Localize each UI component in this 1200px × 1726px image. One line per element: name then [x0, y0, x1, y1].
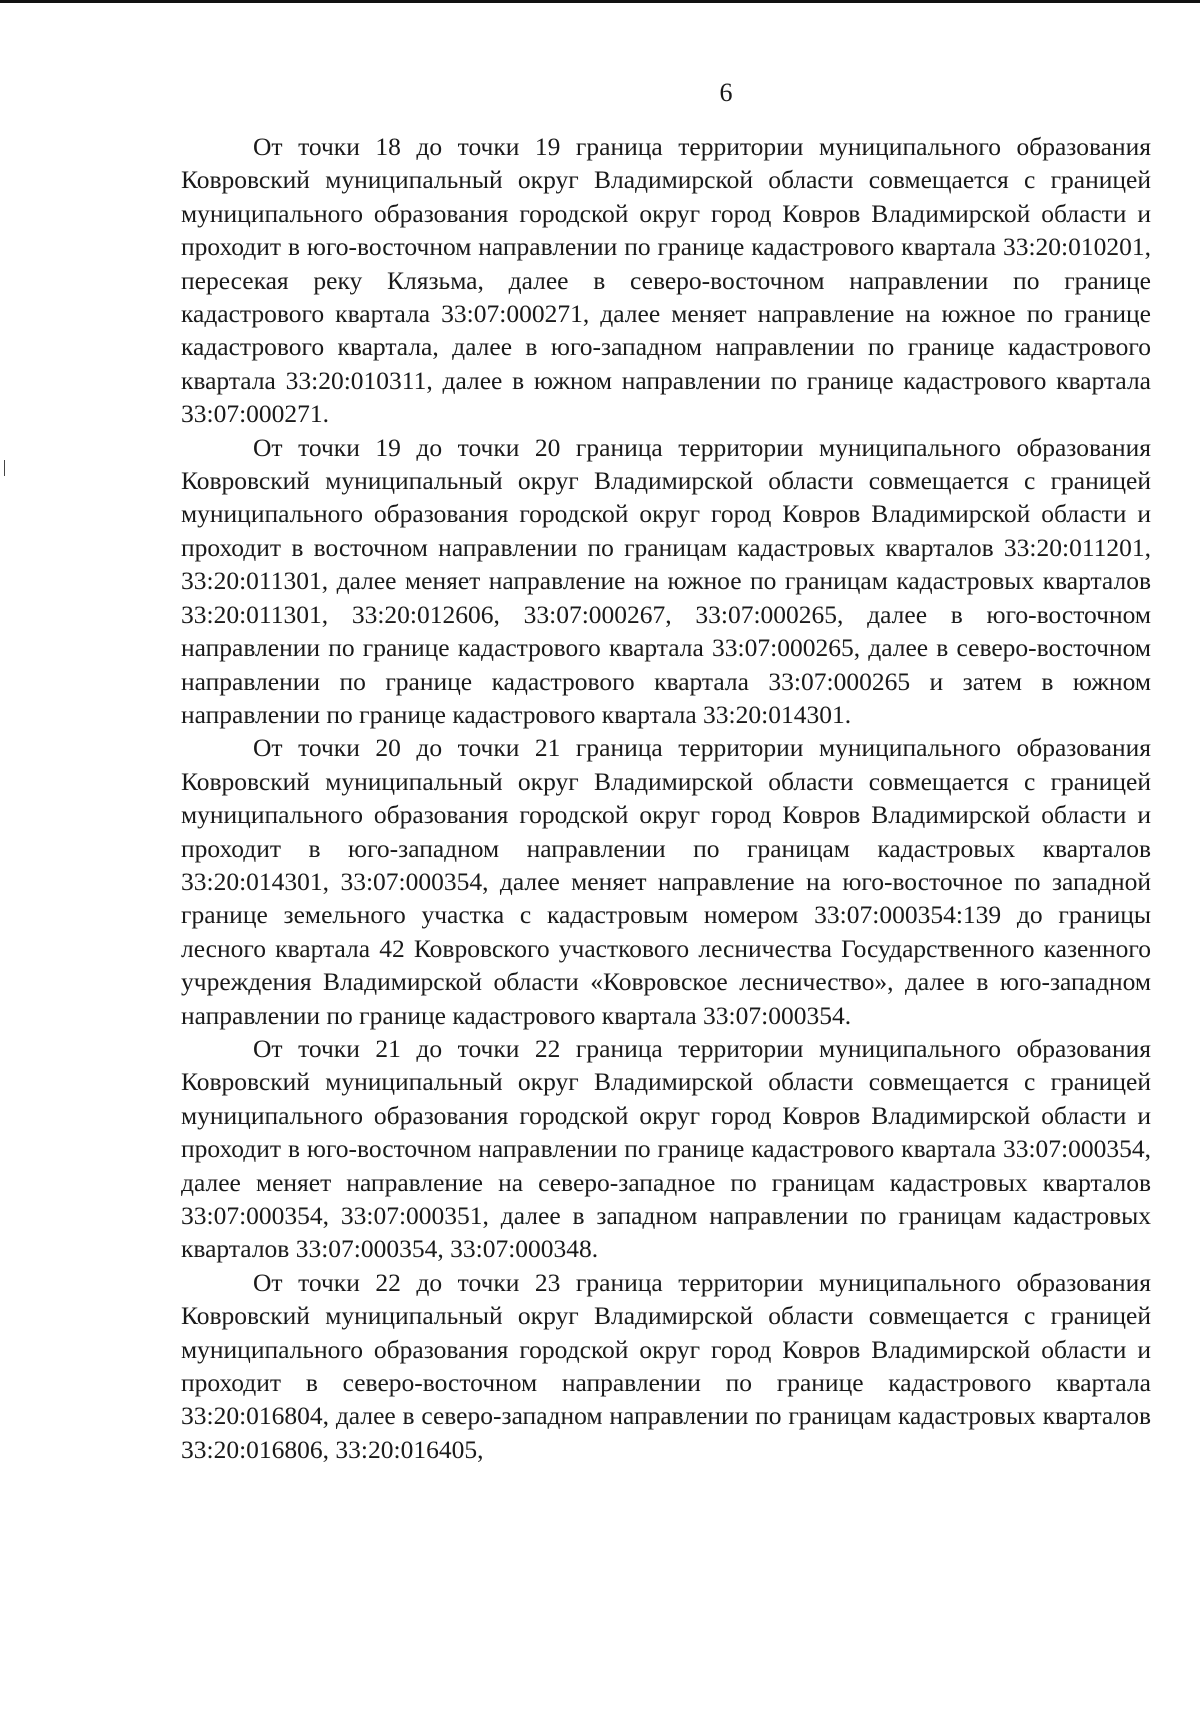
- page-number: 6: [719, 78, 733, 107]
- paragraph-point-18-19: От точки 18 до точки 19 граница территории муниципального образования Ковровский муниципальный округ Владимирской области совмещается с границей муниципального образования городской округ город Ковров Владимирской области и проходит в юго-восточном направлении по границе кадастрового квартала 33:20:010201, пересекая реку Клязьма, далее в северо-восточном направлении по границе кадастрового квартала 33:07:000271, далее меняет направление на южное по границе кадастрового квартала, далее в юго-западном направлении по границе кадастрового квартала 33:20:010311, далее в южном направлении по границе кадастрового квартала 33:07:000271.: [181, 132, 1151, 429]
- paragraph-point-20-21: От точки 20 до точки 21 граница территории муниципального образования Ковровский муниципальный округ Владимирской области совмещается с границей муниципального образования городской округ город Ковров Владимирской области и проходит в юго-западном направлении по границам кадастровых кварталов 33:20:014301, 33:07:000354, далее меняет направление на юго-восточное по западной границе земельного участка с кадастровым номером 33:07:000354:139 до границы лесного квартала 42 Ковровского участкового лесничества Государственного казенного учреждения Владимирской области «Ковровское лесничество», далее в юго-западном направлении по границе кадастрового квартала 33:07:000354.: [181, 733, 1151, 1030]
- scan-margin-mark: [4, 460, 5, 476]
- paragraph-point-22-23: От точки 22 до точки 23 граница территории муниципального образования Ковровский муниципальный округ Владимирской области совмещается с границей муниципального образования городской округ город Ковров Владимирской области и проходит в северо-восточном направлении по границе кадастрового квартала 33:20:016804, далее в северо-западном направлении по границам кадастровых кварталов 33:20:016806, 33:20:016405,: [181, 1267, 1151, 1464]
- document-page: [181, 78, 1151, 1466]
- scan-top-border: [0, 0, 1200, 3]
- paragraph-point-21-22: От точки 21 до точки 22 граница территории муниципального образования Ковровский муниципальный округ Владимирской области совмещается с границей муниципального образования городской округ город Ковров Владимирской области и проходит в юго-восточном направлении по границе кадастрового квартала 33:07:000354, далее меняет направление на северо-западное по границам кадастровых кварталов 33:07:000354, 33:07:000351, далее в западном направлении по границам кадастровых кварталов 33:07:000354, 33:07:000348.: [181, 1033, 1151, 1264]
- paragraph-point-19-20: От точки 19 до точки 20 граница территории муниципального образования Ковровский муниципальный округ Владимирской области совмещается с границей муниципального образования городской округ город Ковров Владимирской области и проходит в восточном направлении по границам кадастровых кварталов 33:20:011201, 33:20:011301, далее меняет направление на южное по границам кадастровых кварталов 33:20:011301, 33:20:012606, 33:07:000267, 33:07:000265, далее в юго-восточном направлении по границе кадастрового квартала 33:07:000265, далее в северо-восточном направлении по границе кадастрового квартала 33:07:000265 и затем в южном направлении по границе кадастрового квартала 33:20:014301.: [181, 432, 1151, 729]
